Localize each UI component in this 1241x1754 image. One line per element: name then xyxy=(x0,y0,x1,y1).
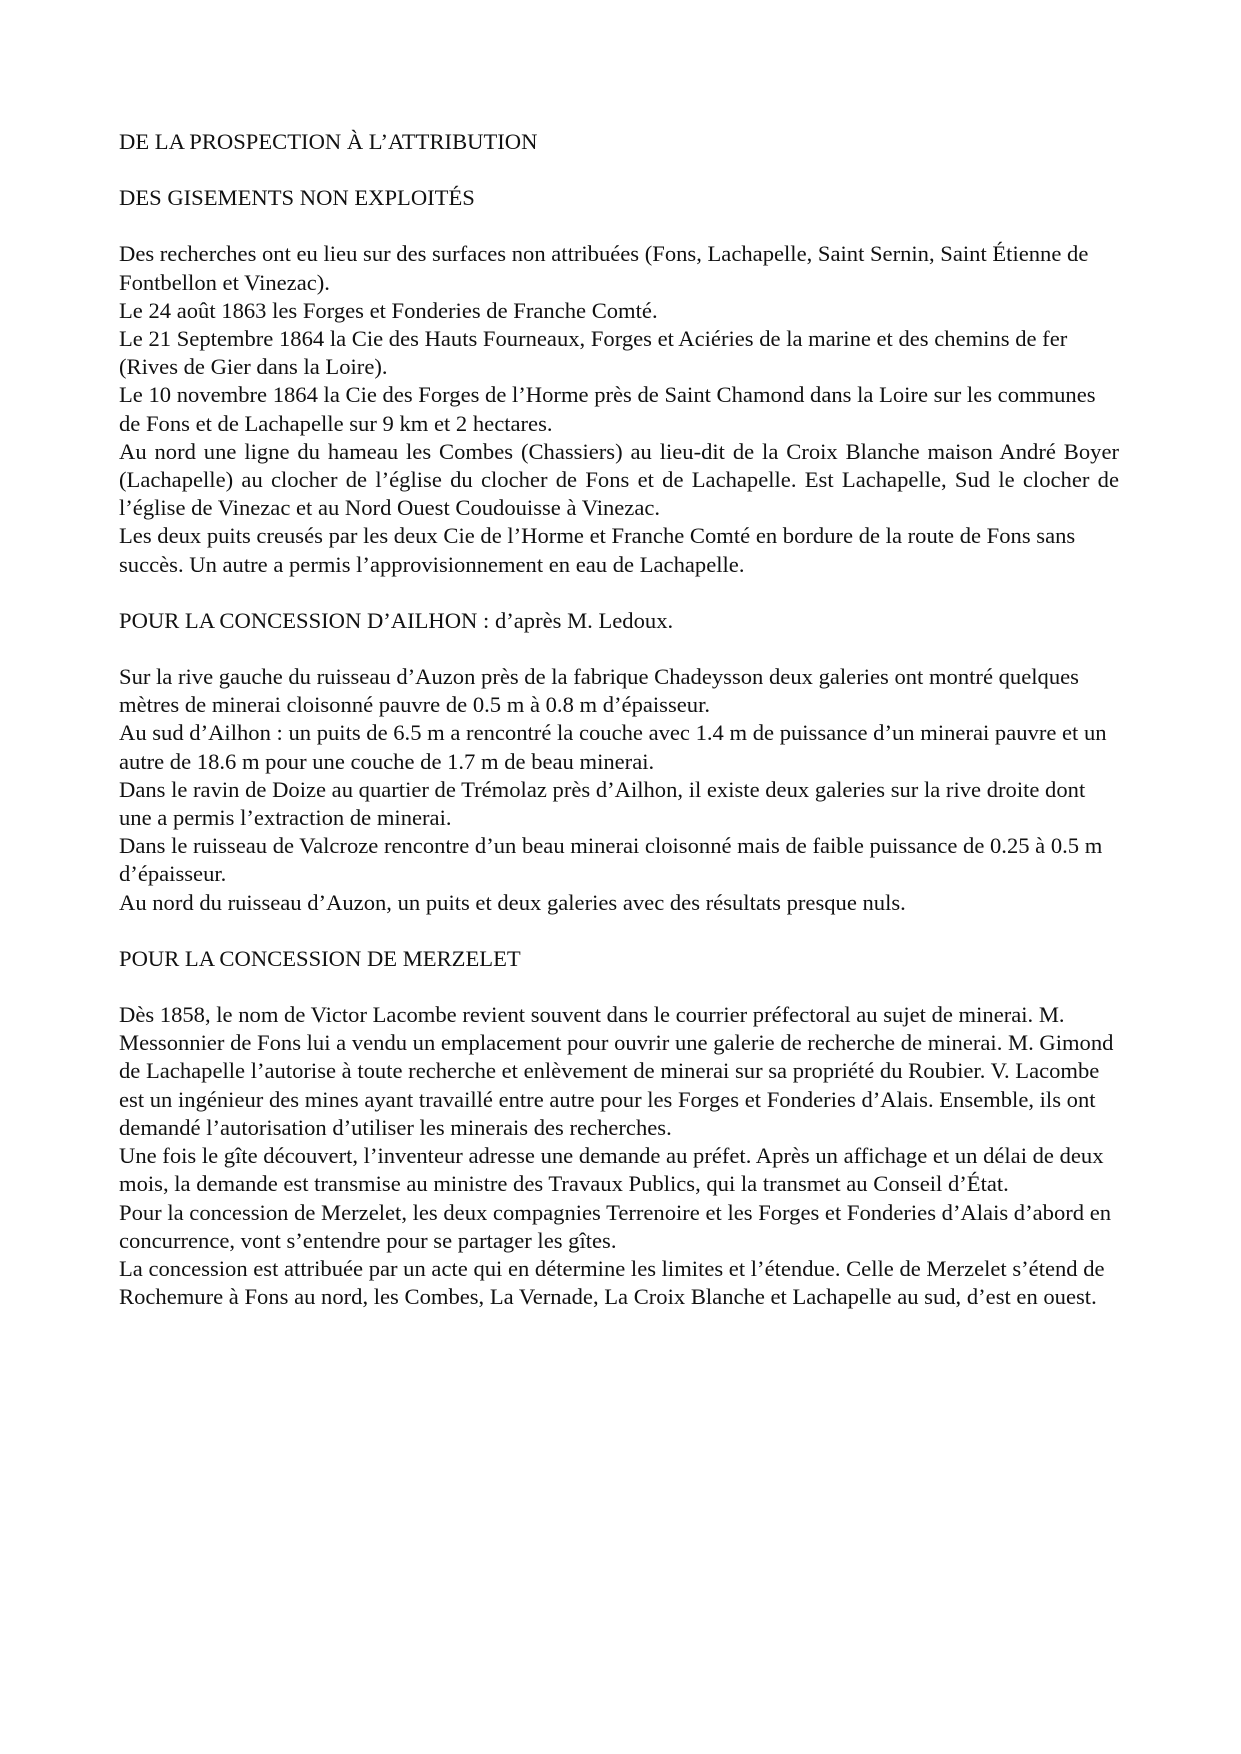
paragraph: Une fois le gîte découvert, l’inventeur adresse une demande au préfet. Après un affichage et un délai de deux mois, la demande est transmise au ministre des Travaux Publics, qui la transmet au Conseil d’État. xyxy=(119,1143,1104,1197)
paragraph: Dès 1858, le nom de Victor Lacombe revient souvent dans le courrier préfectoral au sujet de minerai. M. Messonnier de Fons lui a vendu un emplacement pour ouvrir une galerie de recherche de minerai. M. Gimond de Lachapelle l’autorise à toute recherche et enlèvement de minerai sur sa propriété du Roubier. V. Lacombe est un ingénieur des mines ayant travaillé entre autre pour les Forges et Fonderies d’Alais. Ensemble, ils ont demandé l’autorisation d’utiliser les minerais des recherches. xyxy=(119,1002,1114,1140)
paragraph: Des recherches ont eu lieu sur des surfaces non attribuées (Fons, Lachapelle, Saint Sernin, Saint Étienne de Fontbellon et Vinezac). xyxy=(119,241,1089,295)
paragraph: Le 24 août 1863 les Forges et Fonderies de Franche Comté. xyxy=(119,297,658,323)
paragraph: Le 10 novembre 1864 la Cie des Forges de l’Horme près de Saint Chamond dans la Loire sur les communes de Fons et de Lachapelle sur 9 km et 2 hectares. xyxy=(119,382,1096,436)
paragraph: Les deux puits creusés par les deux Cie de l’Horme et Franche Comté en bordure de la route de Fons sans succès. Un autre a permis l’approvisionnement en eau de Lachapelle. xyxy=(119,523,1076,577)
paragraph: Au nord une ligne du hameau les Combes (Chassiers) au lieu-dit de la Croix Blanche maison André Boyer (Lachapelle) au clocher de l’église du clocher de Fons et de Lachapelle. Est Lachapelle, Sud le clocher de l’église de Vinezac et au Nord Ouest Coudouisse à Vinezac. xyxy=(119,438,1119,521)
paragraph: Au sud d’Ailhon : un puits de 6.5 m a rencontré la couche avec 1.4 m de puissance d’un minerai pauvre et un autre de 18.6 m pour une couche de 1.7 m de beau minerai. xyxy=(119,720,1107,774)
section-heading-merzelet: POUR LA CONCESSION DE MERZELET xyxy=(119,945,521,971)
document-page xyxy=(119,128,1119,1339)
paragraph: Pour la concession de Merzelet, les deux compagnies Terrenoire et les Forges et Fonderies d’Alais d’abord en concurrence, vont s’entendre pour se partager les gîtes. xyxy=(119,1199,1112,1253)
section-heading-ailhon: POUR LA CONCESSION D’AILHON : d’après M. Ledoux. xyxy=(119,607,674,633)
paragraph: Dans le ravin de Doize au quartier de Trémolaz près d’Ailhon, il existe deux galeries sur la rive droite dont une a permis l’extraction de minerai. xyxy=(119,776,1086,831)
section-body-gisements xyxy=(119,240,1119,578)
paragraph: La concession est attribuée par un acte qui en détermine les limites et l’étendue. Celle de Merzelet s’étend de Rochemure à Fons au nord, les Combes, La Vernade, La Croix Blanche et Lachapelle au sud, d’est en ouest. xyxy=(119,1255,1105,1310)
paragraph: Dans le ruisseau de Valcroze rencontre d’un beau minerai cloisonné mais de faible puissance de 0.25 à 0.5 m d’épaisseur. xyxy=(119,833,1103,887)
paragraph: Sur la rive gauche du ruisseau d’Auzon près de la fabrique Chadeysson deux galeries ont montré quelques mètres de minerai cloisonné pauvre de 0.5 m à 0.8 m d’épaisseur. xyxy=(119,664,1079,718)
paragraph: Au nord du ruisseau d’Auzon, un puits et deux galeries avec des résultats presque nuls. xyxy=(119,889,906,915)
paragraph: Le 21 Septembre 1864 la Cie des Hauts Fourneaux, Forges et Aciéries de la marine et des chemins de fer (Rives de Gier dans la Loire). xyxy=(119,326,1068,380)
document-title: DE LA PROSPECTION À L’ATTRIBUTION xyxy=(119,129,538,154)
section-body-merzelet xyxy=(119,1001,1119,1311)
section-body-ailhon xyxy=(119,663,1119,917)
section-heading-gisements: DES GISEMENTS NON EXPLOITÉS xyxy=(119,185,475,211)
